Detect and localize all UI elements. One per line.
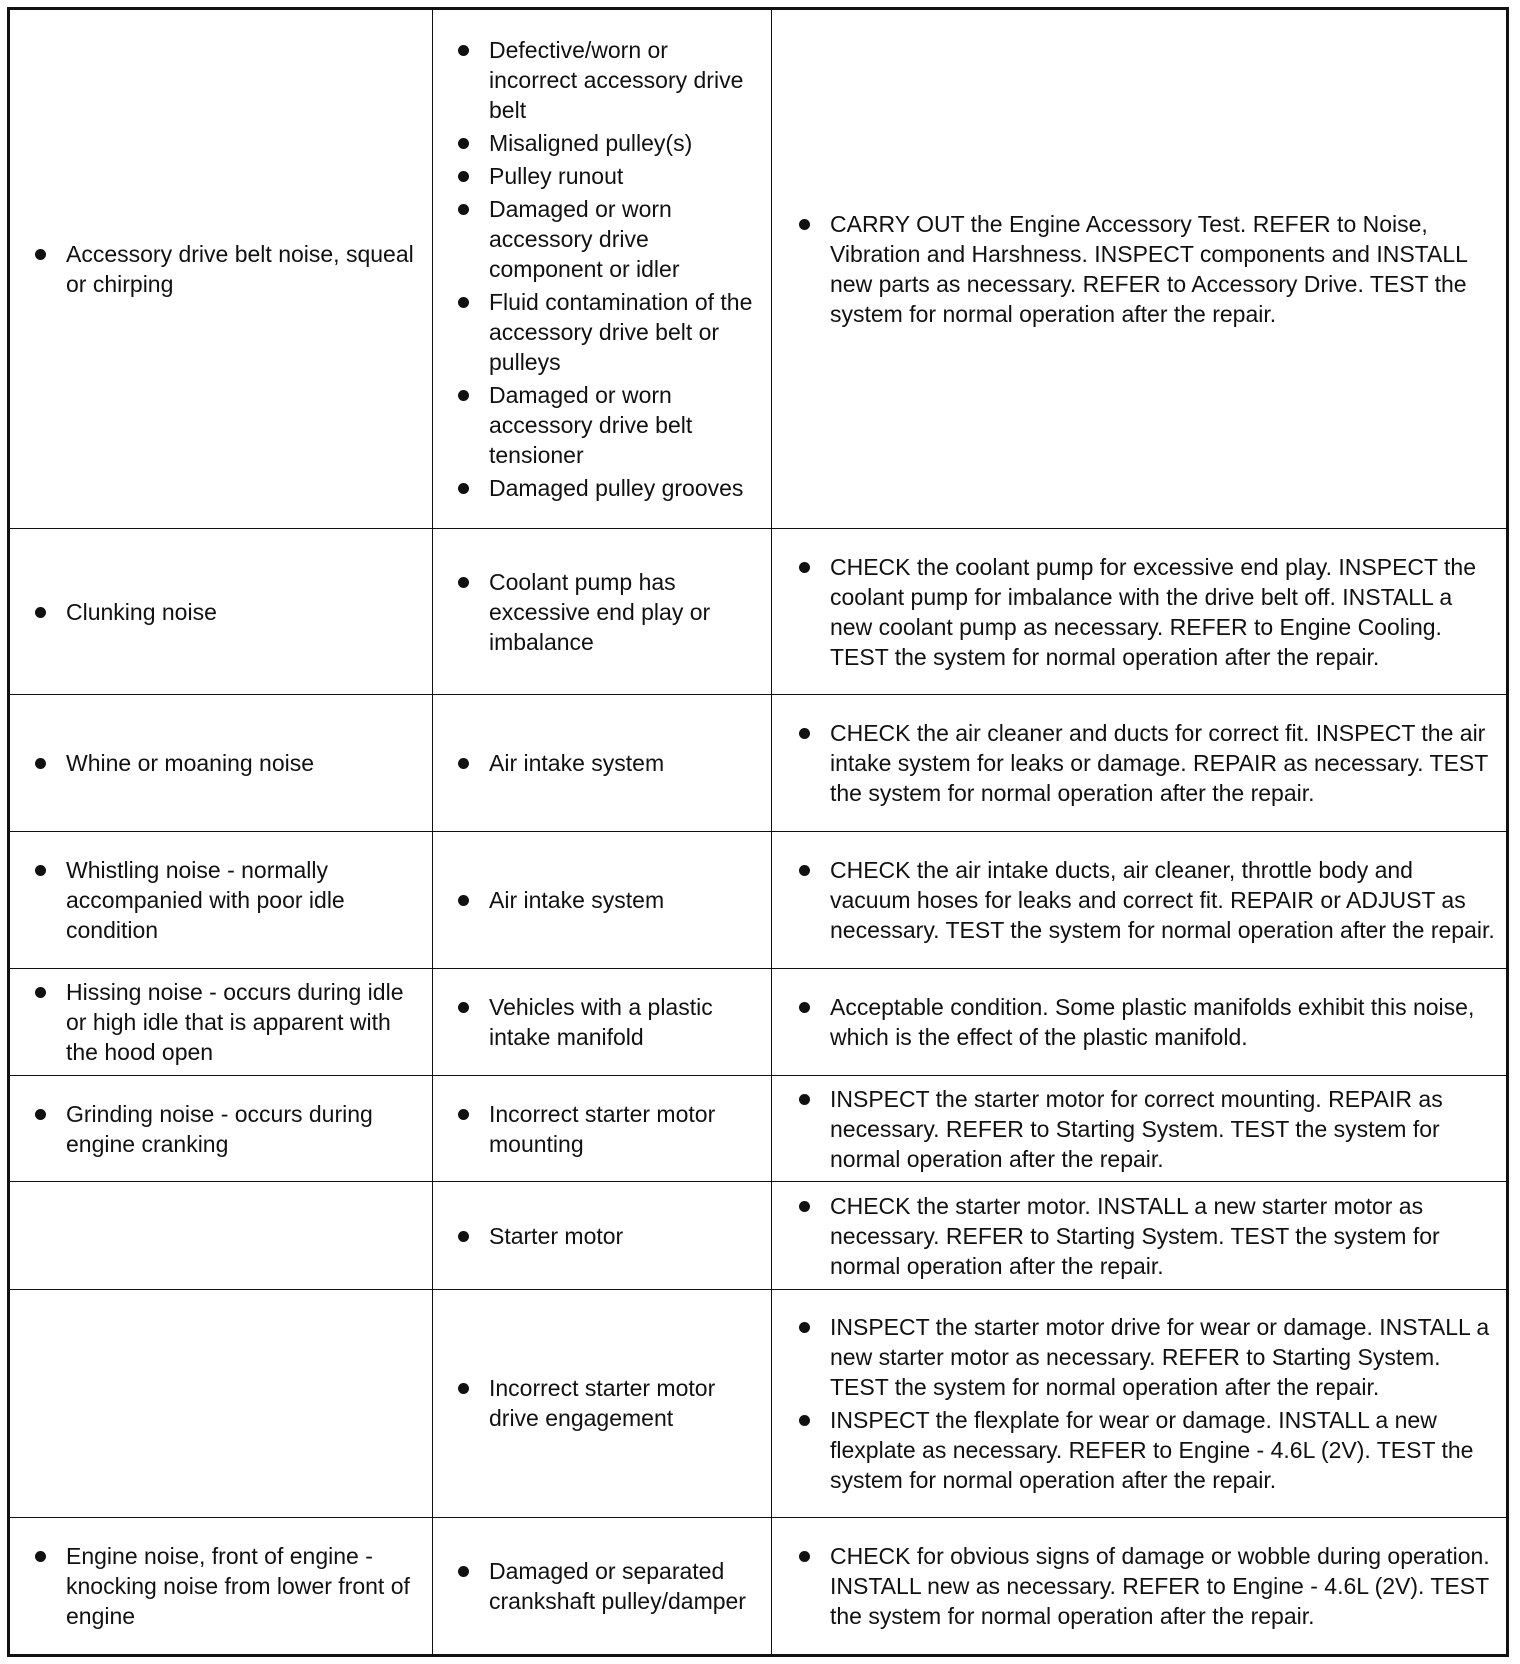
action-list bbox=[772, 552, 1496, 672]
symptom-cell bbox=[9, 1076, 433, 1182]
action-list bbox=[772, 718, 1496, 808]
cause-cell bbox=[433, 968, 772, 1075]
table-row bbox=[9, 9, 1508, 529]
cause-cell bbox=[433, 831, 772, 968]
symptom-list bbox=[10, 597, 422, 627]
cause-item: Incorrect starter motor drive engagement bbox=[433, 1373, 761, 1433]
action-item: CHECK the coolant pump for excessive end play. INSPECT the coolant pump for imbalance with the drive belt off. INSTALL a new coolant pump as necessary. REFER to Engine Cooling. TEST the system for normal operation after the repair. bbox=[772, 552, 1496, 672]
cause-item: Starter motor bbox=[433, 1221, 761, 1251]
symptom-item: Hissing noise - occurs during idle or high idle that is apparent with the hood open bbox=[10, 977, 422, 1067]
action-cell bbox=[772, 831, 1508, 968]
symptom-list bbox=[10, 748, 422, 778]
cause-list bbox=[433, 992, 761, 1052]
cause-item: Damaged pulley grooves bbox=[433, 473, 761, 503]
action-item: Acceptable condition. Some plastic manifolds exhibit this noise, which is the effect of the plastic manifold. bbox=[772, 992, 1496, 1052]
table-row bbox=[9, 968, 1508, 1075]
action-list bbox=[772, 855, 1496, 945]
action-cell bbox=[772, 1076, 1508, 1182]
table-row bbox=[9, 1518, 1508, 1656]
cause-cell bbox=[433, 1518, 772, 1656]
table-row bbox=[9, 528, 1508, 694]
action-item: CHECK the air cleaner and ducts for correct fit. INSPECT the air intake system for leaks or damage. REPAIR as necessary. TEST the system for normal operation after the repair. bbox=[772, 718, 1496, 808]
cause-cell bbox=[433, 1076, 772, 1182]
cause-item: Coolant pump has excessive end play or imbalance bbox=[433, 567, 761, 657]
cause-list bbox=[433, 567, 761, 657]
cause-item: Vehicles with a plastic intake manifold bbox=[433, 992, 761, 1052]
symptom-item: Grinding noise - occurs during engine cranking bbox=[10, 1099, 422, 1159]
cause-list bbox=[433, 35, 761, 503]
action-item: INSPECT the starter motor for correct mounting. REPAIR as necessary. REFER to Starting System. TEST the system for normal operation after the repair. bbox=[772, 1084, 1496, 1174]
cause-item: Defective/worn or incorrect accessory drive belt bbox=[433, 35, 761, 125]
symptom-list bbox=[10, 239, 422, 299]
action-item: INSPECT the flexplate for wear or damage. INSTALL a new flexplate as necessary. REFER to Engine - 4.6L (2V). TEST the system for normal operation after the repair. bbox=[772, 1405, 1496, 1495]
cause-list bbox=[433, 885, 761, 915]
action-item: CHECK the starter motor. INSTALL a new starter motor as necessary. REFER to Starting System. TEST the system for normal operation after the repair. bbox=[772, 1191, 1496, 1281]
action-list bbox=[772, 1312, 1496, 1495]
cause-item: Pulley runout bbox=[433, 161, 761, 191]
table-row bbox=[9, 1076, 1508, 1182]
cause-list bbox=[433, 748, 761, 778]
table-row bbox=[9, 1182, 1508, 1289]
symptom-list bbox=[10, 1541, 422, 1631]
action-cell bbox=[772, 9, 1508, 529]
cause-cell bbox=[433, 1182, 772, 1289]
symptom-list bbox=[10, 1099, 422, 1159]
action-item: CARRY OUT the Engine Accessory Test. REFER to Noise, Vibration and Harshness. INSPECT components and INSTALL new parts as necessary. REFER to Accessory Drive. TEST the system for normal operation after the repair. bbox=[772, 209, 1496, 329]
symptom-item: Whine or moaning noise bbox=[10, 748, 422, 778]
action-list bbox=[772, 992, 1496, 1052]
cause-cell bbox=[433, 9, 772, 529]
cause-item: Damaged or separated crankshaft pulley/damper bbox=[433, 1556, 761, 1616]
cause-cell bbox=[433, 528, 772, 694]
symptom-cell bbox=[9, 528, 433, 694]
cause-item: Air intake system bbox=[433, 885, 761, 915]
action-list bbox=[772, 209, 1496, 329]
symptom-cell bbox=[9, 1289, 433, 1517]
action-cell bbox=[772, 1518, 1508, 1656]
action-item: CHECK for obvious signs of damage or wobble during operation. INSTALL new as necessary. REFER to Engine - 4.6L (2V). TEST the system for normal operation after the repair. bbox=[772, 1541, 1496, 1631]
action-item: INSPECT the starter motor drive for wear or damage. INSTALL a new starter motor as necessary. REFER to Starting System. TEST the system for normal operation after the repair. bbox=[772, 1312, 1496, 1402]
action-cell bbox=[772, 695, 1508, 832]
action-list bbox=[772, 1541, 1496, 1631]
cause-item: Air intake system bbox=[433, 748, 761, 778]
symptom-cell bbox=[9, 1182, 433, 1289]
cause-list bbox=[433, 1556, 761, 1616]
cause-cell bbox=[433, 695, 772, 832]
action-cell bbox=[772, 1289, 1508, 1517]
table-row bbox=[9, 831, 1508, 968]
table-row bbox=[9, 1289, 1508, 1517]
symptom-cell bbox=[9, 831, 433, 968]
symptom-cell bbox=[9, 695, 433, 832]
symptom-list bbox=[10, 855, 422, 945]
action-list bbox=[772, 1191, 1496, 1281]
cause-item: Damaged or worn accessory drive component or idler bbox=[433, 194, 761, 284]
symptom-cell bbox=[9, 1518, 433, 1656]
cause-cell bbox=[433, 1289, 772, 1517]
cause-list bbox=[433, 1099, 761, 1159]
symptom-cell bbox=[9, 968, 433, 1075]
cause-item: Incorrect starter motor mounting bbox=[433, 1099, 761, 1159]
action-item: CHECK the air intake ducts, air cleaner, throttle body and vacuum hoses for leaks and correct fit. REPAIR or ADJUST as necessary. TEST the system for normal operation after the repair. bbox=[772, 855, 1496, 945]
cause-item: Fluid contamination of the accessory drive belt or pulleys bbox=[433, 287, 761, 377]
cause-list bbox=[433, 1221, 761, 1251]
diagnosis-table bbox=[7, 7, 1509, 1657]
action-cell bbox=[772, 1182, 1508, 1289]
cause-item: Damaged or worn accessory drive belt tensioner bbox=[433, 380, 761, 470]
cause-item: Misaligned pulley(s) bbox=[433, 128, 761, 158]
action-cell bbox=[772, 528, 1508, 694]
symptom-cell bbox=[9, 9, 433, 529]
symptom-list bbox=[10, 977, 422, 1067]
action-cell bbox=[772, 968, 1508, 1075]
action-list bbox=[772, 1084, 1496, 1174]
symptom-item: Clunking noise bbox=[10, 597, 422, 627]
symptom-item: Engine noise, front of engine - knocking noise from lower front of engine bbox=[10, 1541, 422, 1631]
symptom-item: Accessory drive belt noise, squeal or chirping bbox=[10, 239, 422, 299]
symptom-item: Whistling noise - normally accompanied with poor idle condition bbox=[10, 855, 422, 945]
diagnosis-table-body bbox=[9, 9, 1508, 1656]
table-row bbox=[9, 695, 1508, 832]
cause-list bbox=[433, 1373, 761, 1433]
